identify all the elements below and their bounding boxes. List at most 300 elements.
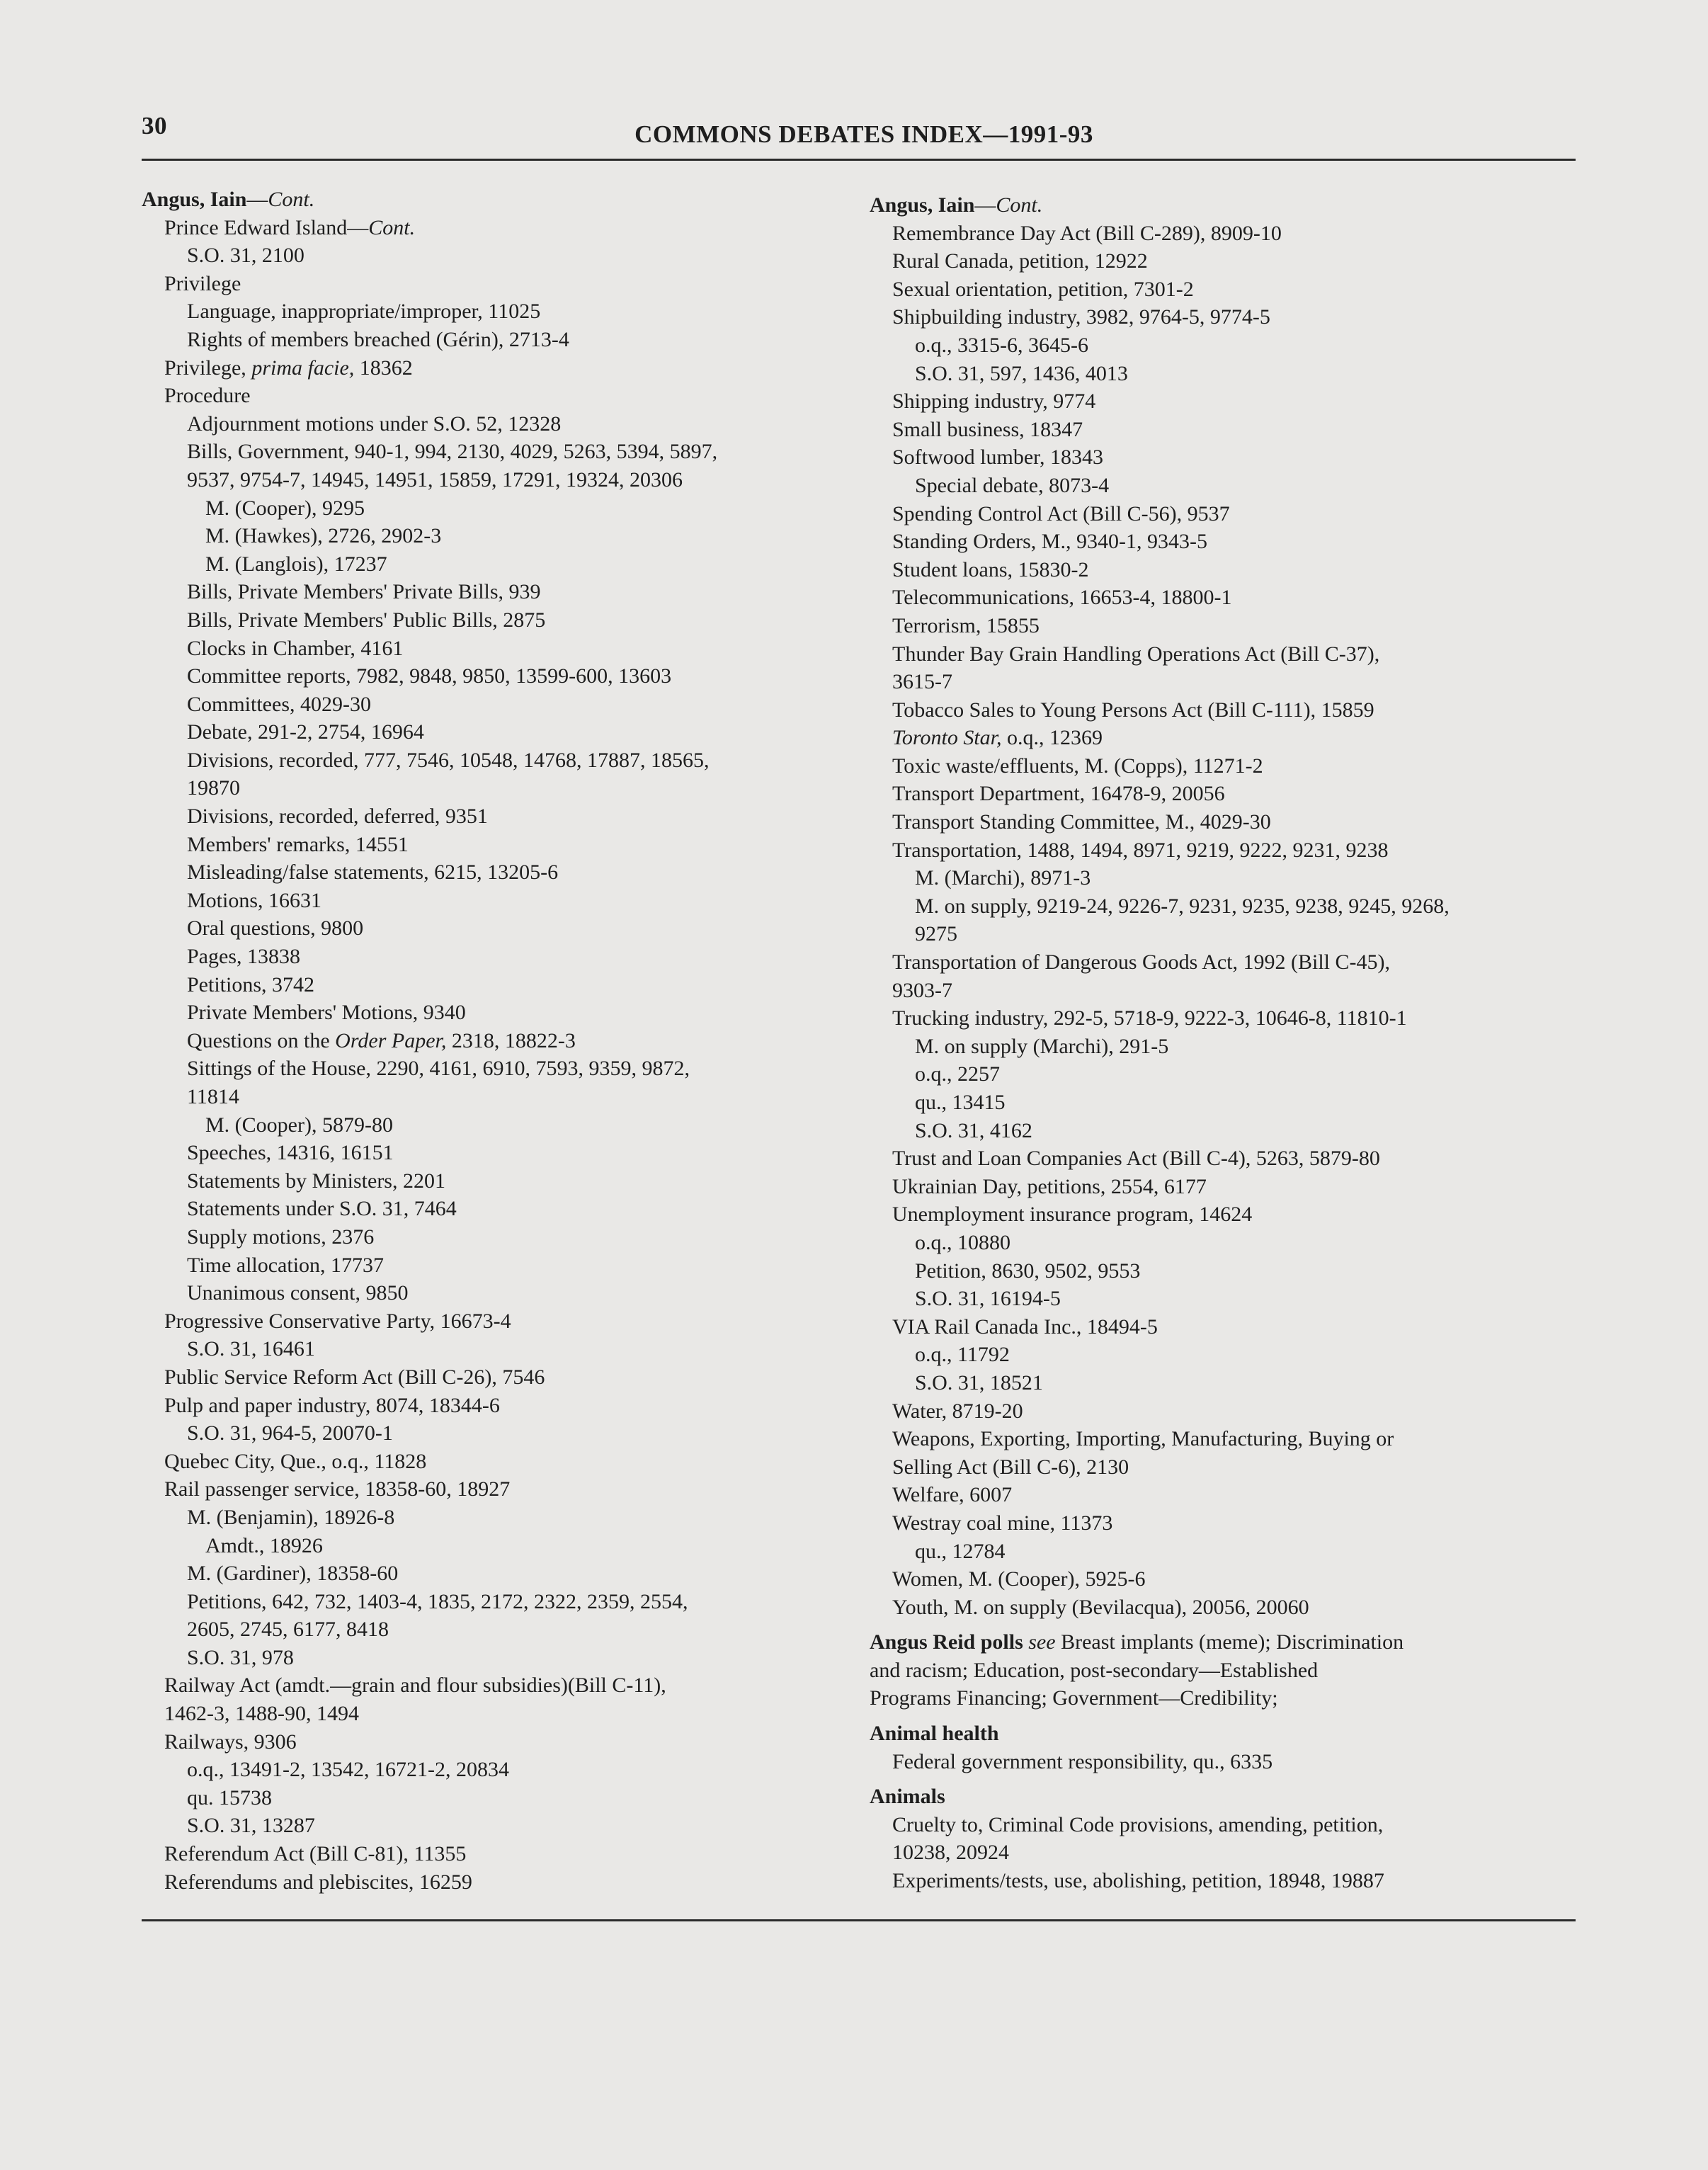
index-text-run: Procedure [164, 384, 251, 408]
index-entry-text [870, 191, 1571, 220]
index-entry-text [892, 443, 1571, 472]
index-text-run: o.q., 10880 [915, 1230, 1010, 1254]
index-entry [892, 1509, 1571, 1538]
index-entry [164, 1392, 850, 1420]
index-entry [164, 1223, 850, 1251]
index-text-run: Terrorism, 15855 [892, 613, 1040, 637]
index-entry-text [892, 724, 1571, 752]
index-entry-text [915, 1060, 1571, 1089]
index-text-run: Angus, Iain [142, 188, 247, 211]
index-text-run: Angus, Iain [870, 193, 975, 217]
index-entry [164, 1532, 850, 1560]
index-text-run: Toxic waste/effluents, M. (Copps), 11271-2 [892, 754, 1263, 778]
index-text-run: Petitions, 3742 [187, 972, 315, 996]
index-entry-text [164, 1307, 850, 1336]
index-entry [164, 242, 850, 270]
index-entry [164, 1756, 850, 1784]
index-entry-text [892, 275, 1571, 304]
index-entry-text [892, 1565, 1571, 1594]
index-text-run: 18362 [354, 356, 413, 380]
index-text-run: Angus Reid polls [870, 1630, 1023, 1654]
index-entry [164, 214, 850, 242]
index-text-run: Youth, M. on supply (Bevilacqua), 20056, 20060 [892, 1595, 1309, 1619]
index-entry [164, 1812, 850, 1840]
index-entry [164, 1475, 850, 1504]
index-text-run: Committee reports, 7982, 9848, 9850, 13599-600, 13603 [187, 664, 672, 688]
index-entry-text [892, 500, 1571, 528]
index-text-run: Private Members' Motions, 9340 [187, 1001, 466, 1025]
index-entry-text [892, 948, 1571, 977]
index-entry-text [205, 494, 850, 523]
index-entry-text [187, 999, 850, 1027]
index-entry-text [892, 584, 1571, 612]
index-text-run: Trust and Loan Companies Act (Bill C-4), 5263, 5879-80 [892, 1147, 1380, 1171]
index-entry-text [892, 1313, 1571, 1341]
index-entry [892, 584, 1571, 612]
index-entry-text [892, 1481, 1571, 1509]
index-entry-text [205, 1111, 850, 1140]
index-text-run: Bills, Private Members' Public Bills, 2875 [187, 608, 546, 632]
index-entry [892, 1285, 1571, 1313]
index-entry [892, 696, 1571, 725]
index-entry-text [915, 1229, 1571, 1257]
index-text-run: Animal health [870, 1722, 999, 1746]
index-text-run: VIA Rail Canada Inc., 18494-5 [892, 1314, 1158, 1339]
index-entry-text [892, 1509, 1571, 1538]
index-entry-continuation: 2605, 2745, 6177, 8418 [187, 1618, 389, 1642]
index-entry [892, 1089, 1571, 1117]
index-entry [164, 1279, 850, 1307]
header-rule [142, 159, 1576, 161]
index-text-run: Bills, Private Members' Private Bills, 939 [187, 580, 541, 604]
index-entry [164, 746, 850, 802]
index-text-run: o.q., 11792 [915, 1343, 1010, 1367]
index-entry-text [187, 1335, 850, 1363]
index-entry-text [915, 360, 1571, 388]
index-text-run: Clocks in Chamber, 4161 [187, 636, 404, 660]
index-entry-continuation: 10238, 20924 [892, 1841, 1009, 1865]
index-entry-text [187, 1251, 850, 1280]
index-entry-text [187, 887, 850, 915]
index-entry-text [187, 635, 850, 663]
index-entry-text [187, 438, 850, 466]
index-entry-text [164, 270, 850, 298]
index-heading [870, 1628, 1571, 1712]
index-text-run: Unanimous consent, 9850 [187, 1281, 409, 1305]
index-entry [164, 1167, 850, 1195]
index-text-run: see [1028, 1630, 1056, 1654]
index-entry-text [915, 864, 1571, 892]
index-text-run: Pages, 13838 [187, 945, 300, 969]
index-text-run: Remembrance Day Act (Bill C-289), 8909-10 [892, 221, 1282, 245]
index-entry-continuation: 9303-7 [892, 978, 952, 1002]
index-entry-text [892, 1867, 1571, 1895]
index-entry [164, 410, 850, 438]
index-text-run: S.O. 31, 18521 [915, 1370, 1043, 1394]
index-entry-text [164, 214, 850, 242]
index-entry-text [892, 612, 1571, 640]
index-text-run: Animals [870, 1785, 945, 1809]
index-entry-text [892, 556, 1571, 584]
index-entry-text [915, 1538, 1571, 1566]
index-entry [164, 971, 850, 999]
index-entry [892, 836, 1571, 865]
index-text-run: — [246, 188, 268, 211]
index-entry-text [187, 1195, 850, 1223]
index-text-run: M. (Cooper), 9295 [205, 496, 365, 520]
index-text-run: Small business, 18347 [892, 417, 1083, 441]
index-entry [892, 1060, 1571, 1089]
index-text-run: prima facie, [251, 356, 355, 380]
index-entry [892, 528, 1571, 556]
index-entry [164, 326, 850, 354]
index-text-run: Members' remarks, 14551 [187, 832, 409, 856]
index-text-run: M. (Langlois), 17237 [205, 552, 387, 576]
index-entry [164, 1419, 850, 1448]
index-entry-text [187, 1055, 850, 1083]
index-entry-text [892, 303, 1571, 331]
index-entry-text [892, 808, 1571, 836]
index-entry-text [164, 1448, 850, 1476]
index-entry [164, 1195, 850, 1223]
index-text-run: qu. 15738 [187, 1785, 272, 1810]
index-text-run: Special debate, 8073-4 [915, 473, 1110, 497]
index-text-run: Spending Control Act (Bill C-56), 9537 [892, 501, 1230, 526]
index-entry [164, 1840, 850, 1868]
index-entry-text [142, 186, 850, 214]
index-entry [892, 1313, 1571, 1341]
index-entry-text [892, 1004, 1571, 1033]
index-text-run: Amdt., 18926 [205, 1533, 323, 1557]
index-entry [892, 1481, 1571, 1509]
index-text-run: S.O. 31, 2100 [187, 244, 304, 268]
index-entry [892, 1144, 1571, 1173]
index-entry [164, 1784, 850, 1812]
index-text-run: Experiments/tests, use, abolishing, petition, 18948, 19887 [892, 1869, 1384, 1893]
index-entry [164, 1560, 850, 1588]
index-text-run: Adjournment motions under S.O. 52, 12328 [187, 411, 562, 436]
index-text-run: Order Paper, [335, 1028, 447, 1052]
index-entry-text [915, 1341, 1571, 1369]
index-entry-text [187, 831, 850, 859]
index-entry-text [187, 971, 850, 999]
index-text-run: Rail passenger service, 18358-60, 18927 [164, 1477, 511, 1501]
index-text-run: Statements under S.O. 31, 7464 [187, 1197, 457, 1221]
index-entry [164, 1728, 850, 1756]
index-entry [892, 303, 1571, 331]
index-entry [164, 1251, 850, 1280]
index-text-run: S.O. 31, 978 [187, 1645, 294, 1669]
index-text-run: S.O. 31, 13287 [187, 1814, 315, 1838]
index-text-run: Motions, 16631 [187, 888, 322, 912]
index-entry-text [187, 1588, 850, 1616]
index-text-run: o.q., 3315-6, 3645-6 [915, 333, 1088, 357]
index-text-run: Privilege, [164, 356, 252, 380]
index-entry-continuation: Selling Act (Bill C-6), 2130 [892, 1455, 1129, 1479]
index-entry-text [164, 382, 850, 410]
index-text-run: Women, M. (Cooper), 5925-6 [892, 1567, 1146, 1591]
index-entry-text [187, 802, 850, 831]
index-entry-text [915, 1033, 1571, 1061]
footer-rule [142, 1919, 1576, 1921]
index-text-run: Trucking industry, 292-5, 5718-9, 9222-3, 10646-8, 11810-1 [892, 1006, 1407, 1030]
index-entry [164, 1335, 850, 1363]
index-text-run: Welfare, 6007 [892, 1483, 1013, 1507]
index-entry-text [892, 696, 1571, 725]
index-entry [892, 360, 1571, 388]
index-text-run: Breast implants (meme); Discrimination [1055, 1630, 1404, 1654]
index-text-run: Bills, Government, 940-1, 994, 2130, 4029, 5263, 5394, 5897, [187, 440, 718, 464]
index-text-run: Language, inappropriate/improper, 11025 [187, 300, 541, 324]
index-entry-text [187, 1644, 850, 1672]
index-text-run: M. (Marchi), 8971-3 [915, 866, 1091, 890]
index-entry-continuation: 19870 [187, 776, 240, 800]
index-entry [164, 802, 850, 831]
index-entry-text [164, 1475, 850, 1504]
index-text-run: Federal government responsibility, qu., 6335 [892, 1749, 1273, 1773]
index-entry [164, 494, 850, 523]
index-entry [164, 438, 850, 494]
index-entry-text [892, 1748, 1571, 1776]
index-text-run: Speeches, 14316, 16151 [187, 1141, 394, 1165]
index-entry [164, 718, 850, 746]
index-entry-text [187, 410, 850, 438]
index-entry-text [187, 914, 850, 943]
index-entry-text [187, 242, 850, 270]
index-text-run: Sittings of the House, 2290, 4161, 6910, 7593, 9359, 9872, [187, 1057, 690, 1081]
index-text-run: Misleading/false statements, 6215, 13205-6 [187, 860, 559, 885]
index-text-run: Telecommunications, 16653-4, 18800-1 [892, 586, 1232, 610]
index-text-run: Railway Act (amdt.—grain and flour subsidies)(Bill C-11), [164, 1674, 666, 1698]
index-text-run: 2318, 18822-3 [446, 1028, 576, 1052]
index-entry-text [187, 1167, 850, 1195]
index-text-run: Cont. [996, 193, 1043, 217]
index-text-run: Thunder Bay Grain Handling Operations Act (Bill C-37), [892, 642, 1380, 666]
index-entry-text [892, 247, 1571, 275]
index-text-run: Student loans, 15830-2 [892, 557, 1089, 581]
index-entry [164, 999, 850, 1027]
index-text-run: Shipbuilding industry, 3982, 9764-5, 9774-5 [892, 305, 1270, 329]
index-entry [892, 500, 1571, 528]
index-entry-text [164, 1728, 850, 1756]
index-entry [164, 578, 850, 606]
index-entry [164, 1671, 850, 1727]
index-entry [164, 606, 850, 635]
index-text-run: Standing Orders, M., 9340-1, 9343-5 [892, 530, 1207, 554]
index-entry-text [164, 1671, 850, 1700]
index-text-run: Quebec City, Que., o.q., 11828 [164, 1449, 427, 1473]
index-entry [892, 892, 1571, 948]
index-entry [892, 612, 1571, 640]
index-entry [892, 1117, 1571, 1145]
index-entry-text [915, 1117, 1571, 1145]
index-text-run: Cont. [268, 188, 315, 211]
index-heading [142, 186, 850, 214]
index-heading [870, 1783, 1571, 1811]
index-entry [892, 1369, 1571, 1397]
index-text-run: — [974, 193, 996, 217]
index-text-run: Toronto Star, [892, 726, 1002, 750]
index-text-run: Supply motions, 2376 [187, 1225, 375, 1249]
index-entry [164, 382, 850, 410]
index-entry [892, 556, 1571, 584]
index-entry-text [164, 1392, 850, 1420]
index-text-run: Westray coal mine, 11373 [892, 1511, 1113, 1535]
index-entry-text [187, 1279, 850, 1307]
index-entry-continuation: 1462-3, 1488-90, 1494 [164, 1702, 359, 1726]
index-entry-text [870, 1783, 1571, 1811]
index-entry-text [892, 1173, 1571, 1201]
index-entry [892, 1033, 1571, 1061]
index-entry [164, 635, 850, 663]
index-entry-text [892, 752, 1571, 780]
index-entry-text [915, 1369, 1571, 1397]
index-entry [892, 275, 1571, 304]
index-text-run: Divisions, recorded, 777, 7546, 10548, 14768, 17887, 18565, [187, 748, 710, 772]
page-number: 30 [142, 112, 167, 140]
index-entry-text [187, 746, 850, 775]
index-text-run: Divisions, recorded, deferred, 9351 [187, 805, 488, 829]
index-entry-text [187, 1560, 850, 1588]
index-text-run: Petitions, 642, 732, 1403-4, 1835, 2172, 2322, 2359, 2554, [187, 1589, 688, 1613]
index-entry [164, 550, 850, 579]
index-text-run: Softwood lumber, 18343 [892, 445, 1103, 470]
index-text-run: Transportation of Dangerous Goods Act, 1992 (Bill C-45), [892, 950, 1391, 975]
index-text-run: S.O. 31, 597, 1436, 4013 [915, 361, 1128, 385]
index-entry-text [915, 1257, 1571, 1285]
index-entry [164, 858, 850, 887]
index-entry-text [187, 1756, 850, 1784]
index-text-run: qu., 12784 [915, 1539, 1006, 1563]
index-entry-text [187, 606, 850, 635]
index-text-run: M. (Gardiner), 18358-60 [187, 1562, 399, 1586]
index-text-run: Public Service Reform Act (Bill C-26), 7546 [164, 1365, 545, 1389]
index-entry [164, 831, 850, 859]
index-entry-text [187, 718, 850, 746]
index-entry-text [205, 522, 850, 550]
index-entry [892, 331, 1571, 360]
index-entry-text [892, 1397, 1571, 1426]
page-title: COMMONS DEBATES INDEX—1991-93 [634, 120, 1093, 148]
index-entry-text [187, 691, 850, 719]
index-entry-text [187, 1027, 850, 1055]
index-entry-text [892, 387, 1571, 416]
index-entry-continuation: 11814 [187, 1085, 239, 1108]
index-entry [164, 297, 850, 326]
index-entry-continuation: 9275 [915, 922, 957, 946]
index-entry [164, 1307, 850, 1336]
index-entry [892, 387, 1571, 416]
index-entry [892, 1425, 1571, 1481]
index-entry-text [187, 662, 850, 691]
index-text-run: Sexual orientation, petition, 7301-2 [892, 277, 1194, 301]
index-entry [164, 662, 850, 691]
index-entry-text [187, 1812, 850, 1840]
index-entry [892, 1867, 1571, 1895]
index-entry [892, 1811, 1571, 1867]
index-entry [892, 640, 1571, 696]
index-column-left [142, 186, 850, 1896]
index-text-run: Prince Edward Island— [164, 215, 369, 239]
index-text-run: qu., 13415 [915, 1091, 1006, 1114]
index-entry-text [205, 550, 850, 579]
index-text-run: Cruelty to, Criminal Code provisions, amending, petition, [892, 1812, 1384, 1836]
index-entry-text [915, 892, 1571, 921]
index-entry [892, 472, 1571, 500]
index-text-run: Rights of members breached (Gérin), 2713-4 [187, 327, 569, 351]
index-text-run: Oral questions, 9800 [187, 916, 364, 941]
index-text-run: o.q., 2257 [915, 1062, 1000, 1086]
index-entry [892, 724, 1571, 752]
index-entry-continuation: and racism; Education, post-secondary—Established [870, 1658, 1319, 1682]
index-entry-text [892, 1811, 1571, 1839]
index-text-run: Transport Department, 16478-9, 20056 [892, 782, 1225, 806]
index-entry [892, 808, 1571, 836]
index-text-run: M. on supply (Marchi), 291-5 [915, 1034, 1169, 1058]
index-entry [164, 1027, 850, 1055]
index-entry-text [164, 1868, 850, 1897]
index-entry [892, 220, 1571, 248]
index-entry [164, 1448, 850, 1476]
index-entry-text [187, 858, 850, 887]
index-entry-text [870, 1628, 1571, 1657]
index-entry-text [164, 1840, 850, 1868]
index-entry [892, 1200, 1571, 1229]
index-entry [164, 522, 850, 550]
index-entry [892, 1229, 1571, 1257]
index-entry [164, 691, 850, 719]
index-entry [892, 864, 1571, 892]
index-entry [892, 416, 1571, 444]
index-entry-text [892, 416, 1571, 444]
index-text-run: Shipping industry, 9774 [892, 390, 1096, 414]
index-entry [164, 1868, 850, 1897]
index-entry-text [164, 1363, 850, 1392]
index-entry-text [915, 1089, 1571, 1117]
index-text-run: M. (Cooper), 5879-80 [205, 1113, 393, 1137]
index-entry-text [892, 1144, 1571, 1173]
index-text-run: S.O. 31, 16194-5 [915, 1287, 1061, 1311]
index-entry-text [915, 331, 1571, 360]
index-entry [892, 1341, 1571, 1369]
index-entry [892, 247, 1571, 275]
index-text-run: Cont. [368, 215, 416, 239]
index-entry-text [870, 1720, 1571, 1748]
index-text-run: Petition, 8630, 9502, 9553 [915, 1259, 1141, 1283]
index-entry [164, 1111, 850, 1140]
index-text-run: S.O. 31, 964-5, 20070-1 [187, 1421, 393, 1445]
index-entry-text [892, 220, 1571, 248]
index-text-run: Statements by Ministers, 2201 [187, 1169, 445, 1193]
index-entry [164, 1139, 850, 1167]
index-entry [164, 914, 850, 943]
index-entry-text [187, 326, 850, 354]
index-text-run: Transport Standing Committee, M., 4029-30 [892, 810, 1271, 834]
index-entry [892, 780, 1571, 808]
index-entry-text [892, 1594, 1571, 1622]
index-entry [892, 1565, 1571, 1594]
index-entry-text [164, 354, 850, 382]
index-text-run: M. (Benjamin), 18926-8 [187, 1505, 395, 1529]
index-entry [892, 1538, 1571, 1566]
index-entry-text [892, 1425, 1571, 1453]
index-text-run: Railways, 9306 [164, 1729, 297, 1754]
index-entry-text [187, 297, 850, 326]
index-entry-text [205, 1532, 850, 1560]
index-text-run: Tobacco Sales to Young Persons Act (Bill C-111), 15859 [892, 698, 1374, 722]
index-entry-text [187, 943, 850, 971]
index-entry [164, 1644, 850, 1672]
